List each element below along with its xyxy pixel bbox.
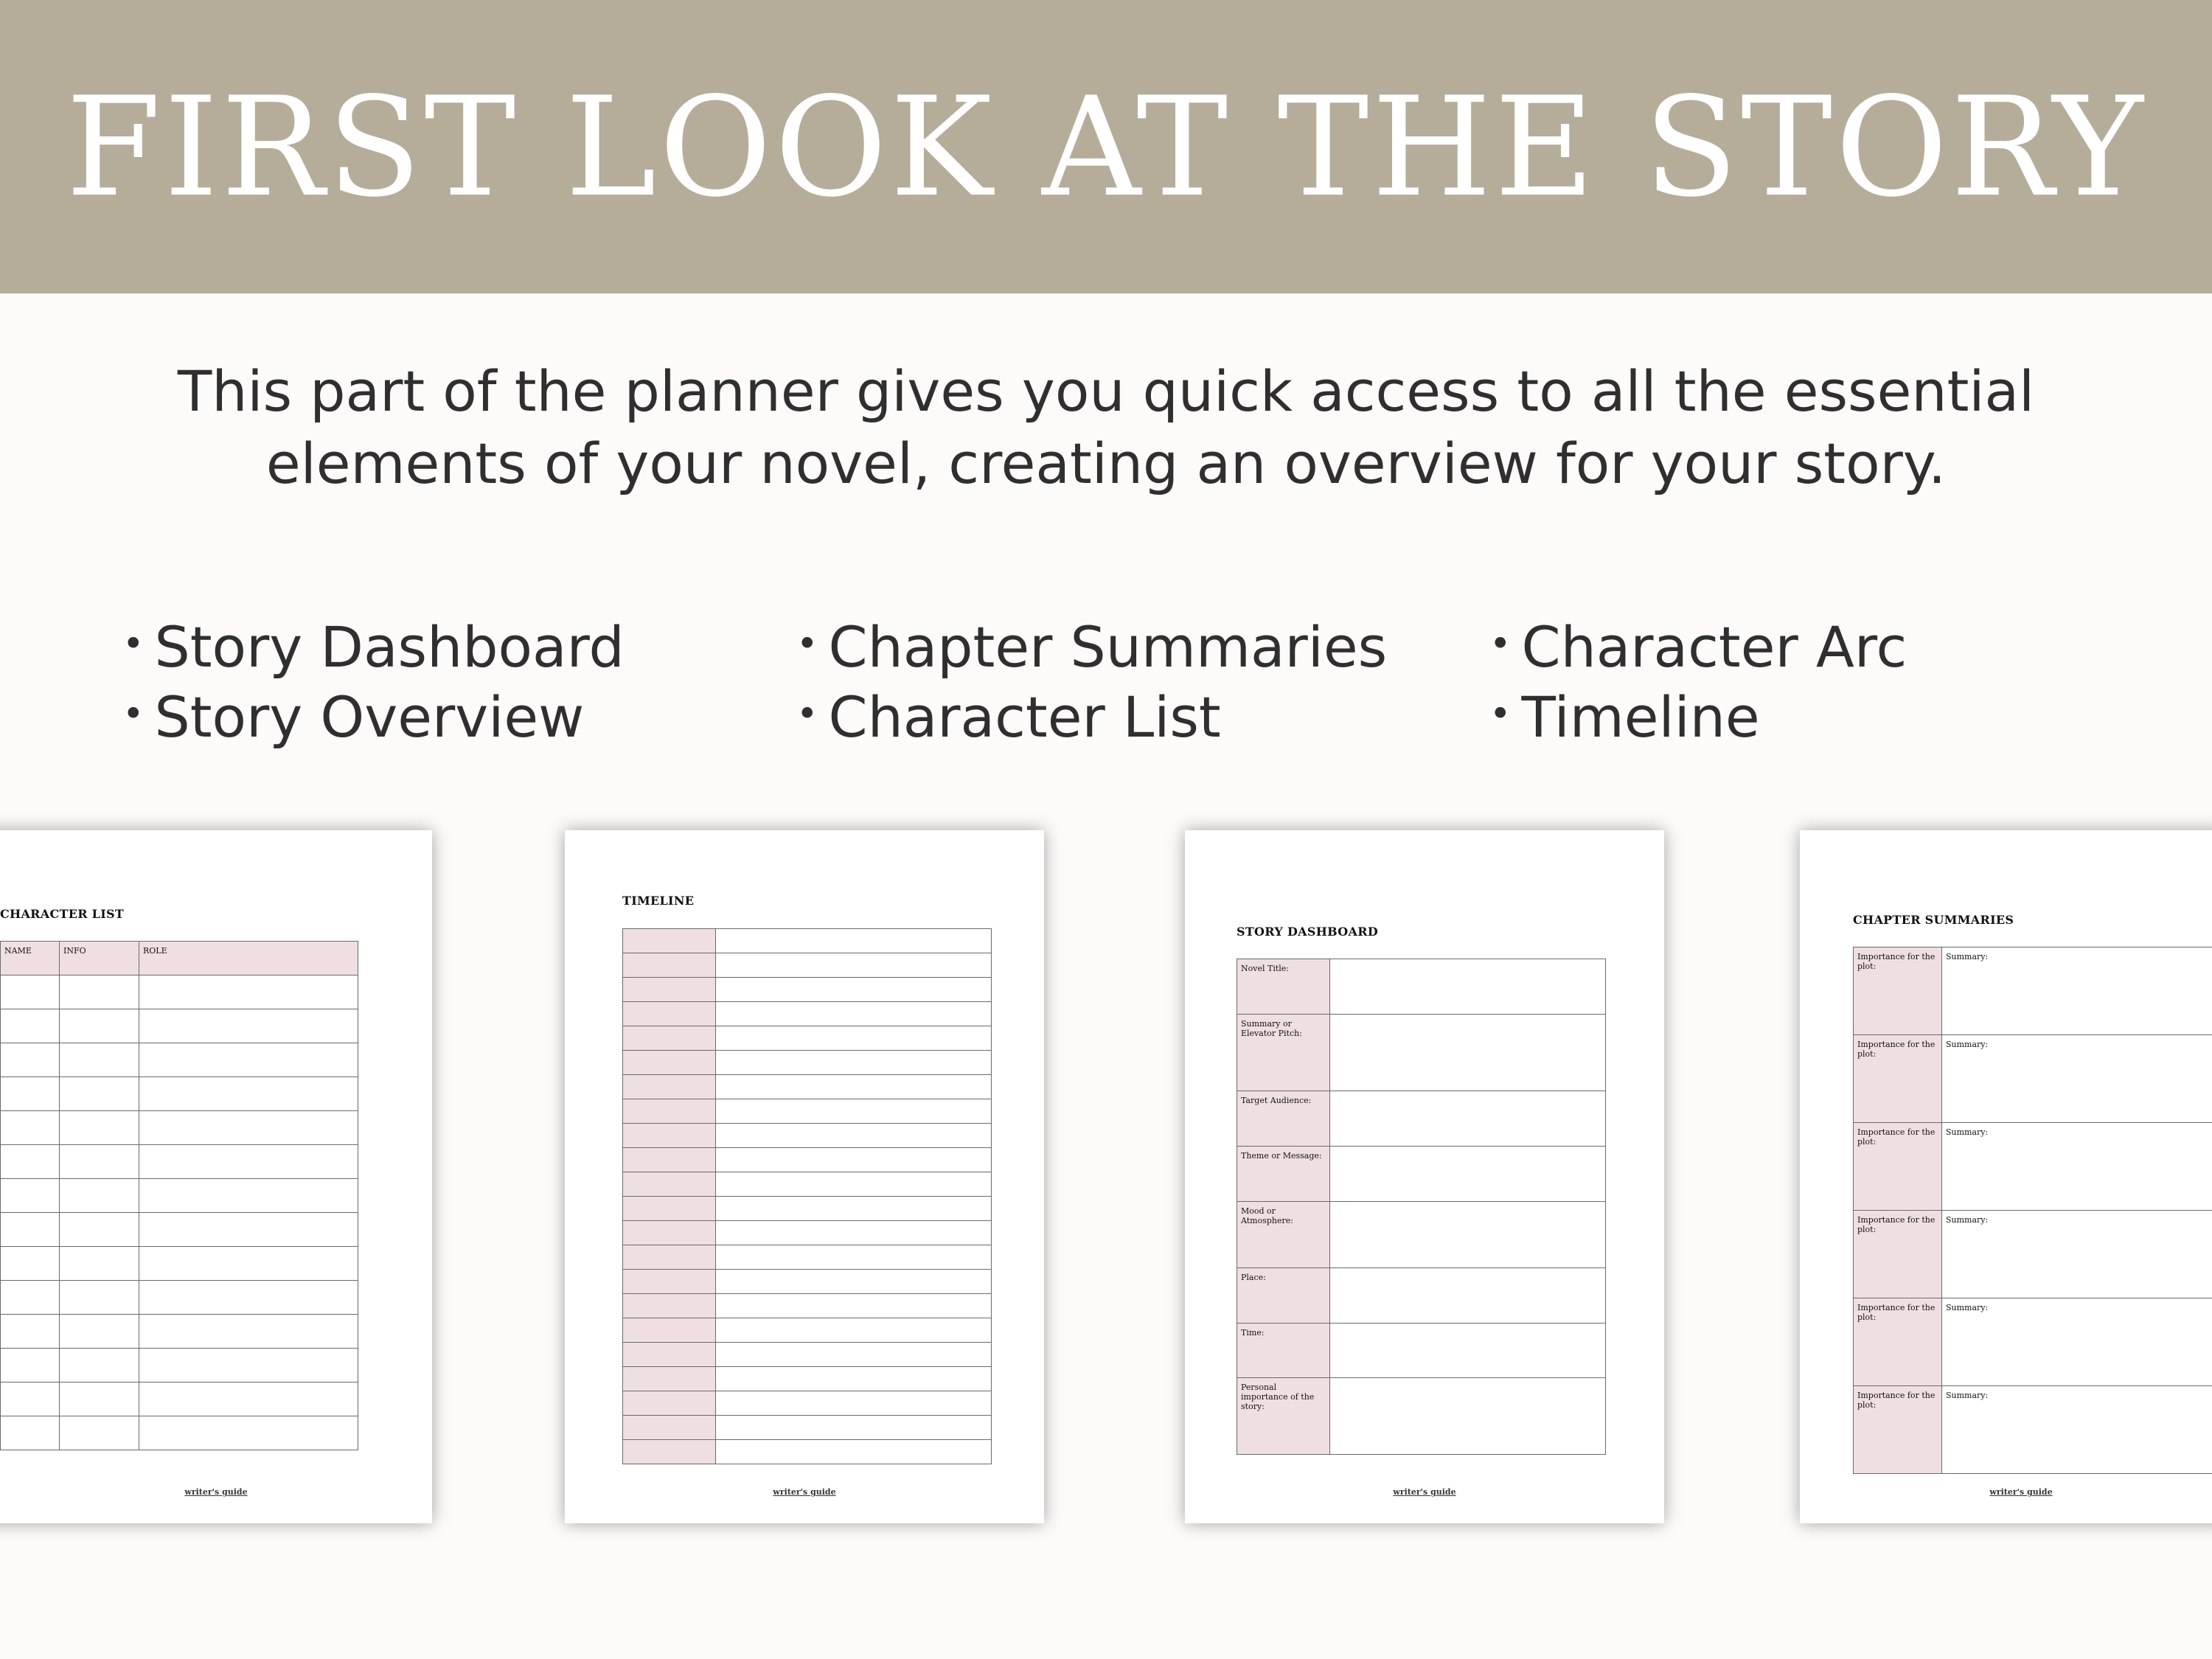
table-cell <box>139 1382 358 1416</box>
table-row <box>623 1099 992 1124</box>
title-banner <box>0 0 2212 293</box>
field-label: Importance for the plot: <box>1854 1211 1942 1298</box>
table-row <box>623 929 992 953</box>
table-cell <box>139 1281 358 1315</box>
intro-line-2: elements of your novel, creating an overview for your story. <box>265 431 1947 496</box>
field-label: Importance for the plot: <box>1854 1035 1942 1123</box>
field-label: Place: <box>1237 1268 1330 1324</box>
table-row <box>623 953 992 978</box>
sheet-title: TIMELINE <box>622 894 695 908</box>
field-label: Theme or Message: <box>1237 1147 1330 1202</box>
sheet-title: CHARACTER LIST <box>0 907 125 921</box>
table-cell <box>716 978 992 1002</box>
table-cell <box>716 1124 992 1148</box>
table-cell <box>139 975 358 1009</box>
table-row <box>1 1213 358 1247</box>
table-cell <box>716 1051 992 1075</box>
table-cell <box>716 953 992 978</box>
field-label: Target Audience: <box>1237 1091 1330 1147</box>
table-row <box>1 1416 358 1450</box>
table-cell <box>1 1111 60 1145</box>
field-label: Mood or Atmosphere: <box>1237 1202 1330 1268</box>
table-cell <box>716 1075 992 1099</box>
feature-item: • Character List <box>796 684 1221 750</box>
table-cell <box>1 1315 60 1349</box>
page-preview-chapter-summaries <box>1800 830 2212 1523</box>
table-row <box>1 1043 358 1077</box>
column-header: NAME <box>1 942 60 975</box>
table-cell <box>623 1343 716 1367</box>
table-row <box>1237 1268 1606 1324</box>
field-label: Importance for the plot: <box>1854 1298 1942 1386</box>
field-value: Summary: <box>1942 1386 2212 1474</box>
bullet-icon: • <box>796 622 818 665</box>
table-cell <box>623 1294 716 1318</box>
field-value <box>1330 959 1606 1015</box>
field-label: Importance for the plot: <box>1854 947 1942 1035</box>
table-row <box>1237 1091 1606 1147</box>
table-row <box>1237 1202 1606 1268</box>
table-row <box>1 1315 358 1349</box>
field-value <box>1330 1147 1606 1202</box>
intro-line-1: This part of the planner gives you quick access to all the essential <box>177 358 2035 424</box>
table-row <box>623 1416 992 1440</box>
table-cell <box>716 1367 992 1391</box>
field-label: Importance for the plot: <box>1854 1123 1942 1211</box>
table-row <box>1 1179 358 1213</box>
table-cell <box>139 1111 358 1145</box>
table-cell <box>623 1197 716 1221</box>
table-cell <box>1 1247 60 1281</box>
table-row <box>1854 1035 2212 1123</box>
table-cell <box>139 1009 358 1043</box>
field-value <box>1330 1378 1606 1455</box>
page-title: FIRST LOOK AT THE STORY <box>66 66 2146 227</box>
table-cell <box>139 1416 358 1450</box>
table-cell <box>139 1179 358 1213</box>
table-cell <box>139 1077 358 1111</box>
table-row <box>623 1197 992 1221</box>
table-cell <box>60 1145 139 1179</box>
table-cell <box>1 1281 60 1315</box>
table-cell <box>716 1270 992 1294</box>
table-cell <box>716 1148 992 1172</box>
sheet-footer: writer's guide <box>1989 1487 2053 1497</box>
table-cell <box>1 1009 60 1043</box>
table-cell <box>716 1221 992 1245</box>
table-row <box>1 1281 358 1315</box>
field-value: Summary: <box>1942 1298 2212 1386</box>
table-row <box>623 1172 992 1197</box>
table-cell <box>623 1148 716 1172</box>
table-row <box>623 1148 992 1172</box>
table-cell <box>623 929 716 953</box>
field-label: Summary or Elevator Pitch: <box>1237 1015 1330 1091</box>
field-value <box>1330 1015 1606 1091</box>
column-header: ROLE <box>139 942 358 975</box>
table-cell <box>139 1315 358 1349</box>
table-cell <box>139 1247 358 1281</box>
table-row <box>1 1349 358 1382</box>
sheet-title: CHAPTER SUMMARIES <box>1853 913 2014 927</box>
table-row <box>623 1124 992 1148</box>
table-cell <box>139 1349 358 1382</box>
field-label: Time: <box>1237 1324 1330 1378</box>
table-cell <box>623 978 716 1002</box>
table-cell <box>623 1367 716 1391</box>
table-cell <box>716 1294 992 1318</box>
table-cell <box>60 1111 139 1145</box>
sheet-footer: writer's guide <box>184 1487 248 1497</box>
table-cell <box>60 975 139 1009</box>
feature-item: • Timeline <box>1489 684 1760 750</box>
table-cell <box>716 1099 992 1124</box>
table-row <box>623 1221 992 1245</box>
table-row <box>1 1247 358 1281</box>
field-value: Summary: <box>1942 947 2212 1035</box>
table-row <box>1854 1211 2212 1298</box>
table-cell <box>1 1416 60 1450</box>
table-cell <box>139 1043 358 1077</box>
table-cell <box>60 1077 139 1111</box>
table-row <box>623 1440 992 1464</box>
table-row <box>623 1002 992 1026</box>
table-cell <box>716 1343 992 1367</box>
sheet-footer: writer's guide <box>773 1487 836 1497</box>
table-cell <box>60 1043 139 1077</box>
field-value: Summary: <box>1942 1211 2212 1298</box>
intro-text <box>0 355 2212 500</box>
sheet-footer: writer's guide <box>1393 1487 1456 1497</box>
table-row <box>1854 1123 2212 1211</box>
table-row <box>623 1245 992 1270</box>
bullet-icon: • <box>1489 622 1512 665</box>
table-cell <box>716 1002 992 1026</box>
table-row <box>1237 1147 1606 1202</box>
table-row <box>623 1343 992 1367</box>
feature-list-column-2 <box>796 611 1387 751</box>
table-cell <box>60 1416 139 1450</box>
table-row <box>1 1145 358 1179</box>
feature-item: • Chapter Summaries <box>796 614 1388 680</box>
table-cell <box>60 1179 139 1213</box>
table-cell <box>60 1247 139 1281</box>
field-value <box>1330 1268 1606 1324</box>
table-row <box>1 1111 358 1145</box>
field-value <box>1330 1202 1606 1268</box>
table-cell <box>1 1077 60 1111</box>
column-header: INFO <box>60 942 139 975</box>
table-cell <box>60 1315 139 1349</box>
page-preview-timeline <box>565 830 1044 1523</box>
table-cell <box>716 929 992 953</box>
feature-item: • Story Dashboard <box>122 614 625 680</box>
table-cell <box>623 1172 716 1197</box>
table-row <box>1237 1324 1606 1378</box>
table-row <box>1 975 358 1009</box>
table-cell <box>60 1281 139 1315</box>
bullet-icon: • <box>1489 692 1512 735</box>
table-row <box>623 1391 992 1416</box>
table-row <box>623 1294 992 1318</box>
field-value: Summary: <box>1942 1035 2212 1123</box>
table-row <box>1854 947 2212 1035</box>
table-cell <box>716 1416 992 1440</box>
table-cell <box>623 1440 716 1464</box>
table-row <box>623 978 992 1002</box>
feature-list-column-1 <box>122 611 625 751</box>
table-row <box>623 1051 992 1075</box>
table-row <box>1854 1298 2212 1386</box>
feature-list-column-3 <box>1489 611 1907 751</box>
table-cell <box>623 1075 716 1099</box>
table-cell <box>623 1416 716 1440</box>
table-row <box>623 1026 992 1051</box>
feature-item: • Story Overview <box>122 684 585 750</box>
table-cell <box>1 1145 60 1179</box>
table-cell <box>623 1318 716 1343</box>
table-row <box>623 1367 992 1391</box>
table-cell <box>716 1026 992 1051</box>
sheet-title: STORY DASHBOARD <box>1237 925 1378 939</box>
bullet-icon: • <box>796 692 818 735</box>
table-row <box>623 1318 992 1343</box>
table-header-row <box>1 942 358 975</box>
table-row <box>1237 1015 1606 1091</box>
table-cell <box>716 1172 992 1197</box>
table-cell <box>623 1026 716 1051</box>
table-cell <box>716 1440 992 1464</box>
table-cell <box>60 1213 139 1247</box>
table-cell <box>1 1349 60 1382</box>
table-cell <box>623 1391 716 1416</box>
table-row <box>1854 1386 2212 1474</box>
table-row <box>1237 1378 1606 1455</box>
field-label: Novel Title: <box>1237 959 1330 1015</box>
table-cell <box>139 1213 358 1247</box>
table-cell <box>1 975 60 1009</box>
table-cell <box>716 1245 992 1270</box>
table-cell <box>716 1197 992 1221</box>
table-cell <box>623 1221 716 1245</box>
table-cell <box>60 1349 139 1382</box>
page-preview-character-list <box>0 830 432 1523</box>
table-row <box>1 1009 358 1043</box>
table-cell <box>623 1124 716 1148</box>
table-cell <box>623 1002 716 1026</box>
bullet-icon: • <box>122 692 145 735</box>
field-label: Personal importance of the story: <box>1237 1378 1330 1455</box>
bullet-icon: • <box>122 622 145 665</box>
table-row <box>1237 959 1606 1015</box>
table-cell <box>139 1145 358 1179</box>
table-cell <box>623 1245 716 1270</box>
table-cell <box>1 1043 60 1077</box>
table-cell <box>623 1270 716 1294</box>
field-value <box>1330 1324 1606 1378</box>
table-cell <box>623 1099 716 1124</box>
field-value: Summary: <box>1942 1123 2212 1211</box>
table-row <box>1 1077 358 1111</box>
table-cell <box>1 1213 60 1247</box>
table-cell <box>623 953 716 978</box>
table-cell <box>716 1391 992 1416</box>
table-row <box>623 1270 992 1294</box>
table-cell <box>623 1051 716 1075</box>
table-cell <box>60 1009 139 1043</box>
table-cell <box>716 1318 992 1343</box>
table-row <box>1 1382 358 1416</box>
table-cell <box>1 1382 60 1416</box>
field-label: Importance for the plot: <box>1854 1386 1942 1474</box>
table-cell <box>60 1382 139 1416</box>
field-value <box>1330 1091 1606 1147</box>
table-row <box>623 1075 992 1099</box>
table-cell <box>1 1179 60 1213</box>
feature-item: • Character Arc <box>1489 614 1907 680</box>
page-preview-story-dashboard <box>1185 830 1664 1523</box>
